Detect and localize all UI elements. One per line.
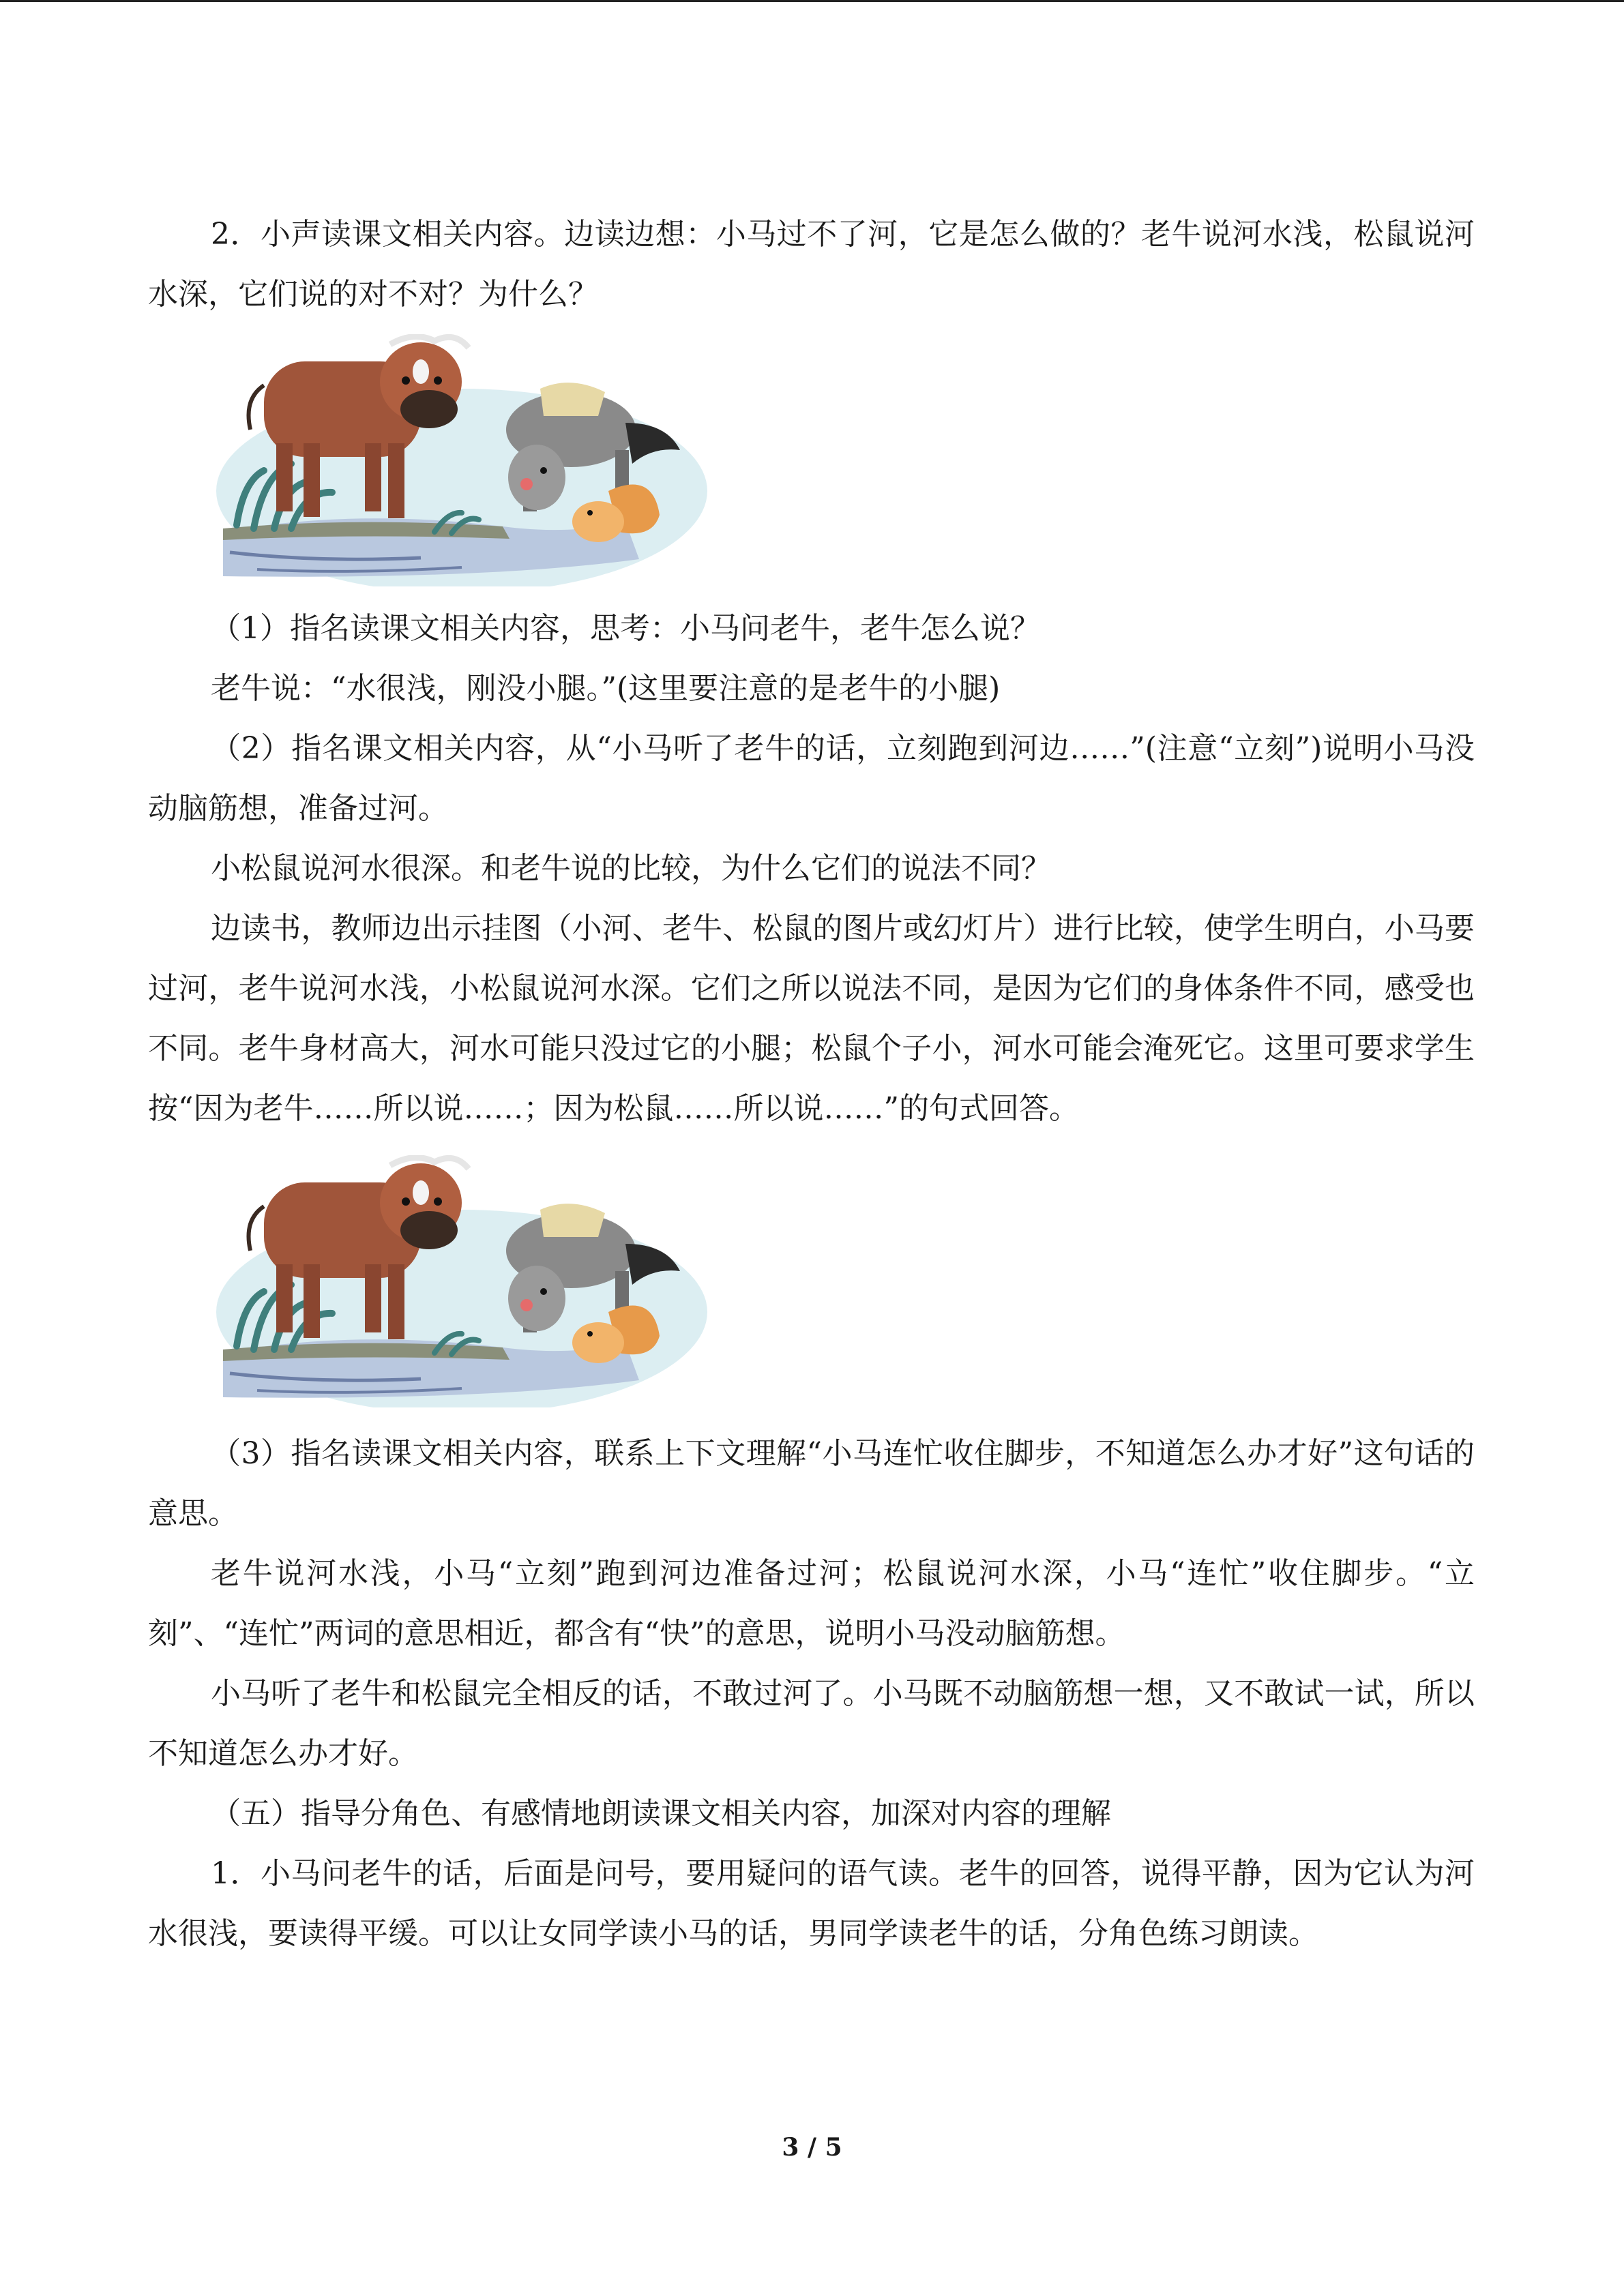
top-border bbox=[0, 0, 1624, 2]
ox-horse-squirrel-image-2 bbox=[216, 1155, 898, 1407]
paragraph-1: 2．小声读课文相关内容。边读边想：小马过不了河，它是怎么做的？老牛说河水浅，松鼠说河水深，它们说的对不对？为什么？ bbox=[148, 217, 1475, 312]
paragraph-6: 边读书，教师边出示挂图（小河、老牛、松鼠的图片或幻灯片）进行比较，使学生明白，小马要过河，老牛说河水浅，小松鼠说河水深。它们之所以说法不同，是因为它们的身体条件不同，感受也不同。老牛身材高大，河水可能只没过它的小腿；松鼠个子小，河水可能会淹死它。这里可要求学生按“因为老牛……所以说……；因为松鼠……所以说……”的句式回答。 bbox=[148, 911, 1475, 1126]
paragraph-10: （五）指导分角色、有感情地朗读课文相关内容，加深对内容的理解 bbox=[211, 1796, 1111, 1831]
illustration-ox-horse-squirrel-2 bbox=[216, 1155, 898, 1407]
paragraph-4: （2）指名课文相关内容，从“小马听了老牛的话，立刻跑到河边……”(注意“立刻”)说明小马没动脑筋想，准备过河。 bbox=[148, 731, 1475, 826]
paragraph-11: 1．小马问老牛的话，后面是问号，要用疑问的语气读。老牛的回答，说得平静，因为它认为河水很浅，要读得平缓。可以让女同学读小马的话，男同学读老牛的话，分角色练习朗读。 bbox=[148, 1856, 1475, 1951]
paragraph-3: 老牛说：“水很浅，刚没小腿。”(这里要注意的是老牛的小腿) bbox=[211, 671, 1001, 706]
ox-horse-squirrel-image bbox=[216, 334, 898, 586]
paragraph-5: 小松鼠说河水很深。和老牛说的比较，为什么它们的说法不同？ bbox=[211, 851, 1051, 886]
page-number: 3 / 5 bbox=[782, 2133, 842, 2162]
paragraph-9: 小马听了老牛和松鼠完全相反的话，不敢过河了。小马既不动脑筋想一想，又不敢试一试，所以不知道怎么办才好。 bbox=[148, 1676, 1475, 1771]
paragraph-2: （1）指名读课文相关内容，思考：小马问老牛，老牛怎么说？ bbox=[211, 611, 1040, 646]
paragraph-8: 老牛说河水浅，小马“立刻”跑到河边准备过河；松鼠说河水深，小马“连忙”收住脚步。“立刻”、“连忙”两词的意思相近，都含有“快”的意思，说明小马没动脑筋想。 bbox=[148, 1556, 1475, 1651]
illustration-ox-horse-squirrel bbox=[216, 334, 898, 586]
paragraph-7: （3）指名读课文相关内容，联系上下文理解“小马连忙收住脚步，不知道怎么办才好”这句话的意思。 bbox=[148, 1436, 1475, 1531]
document-body bbox=[148, 205, 1475, 1964]
